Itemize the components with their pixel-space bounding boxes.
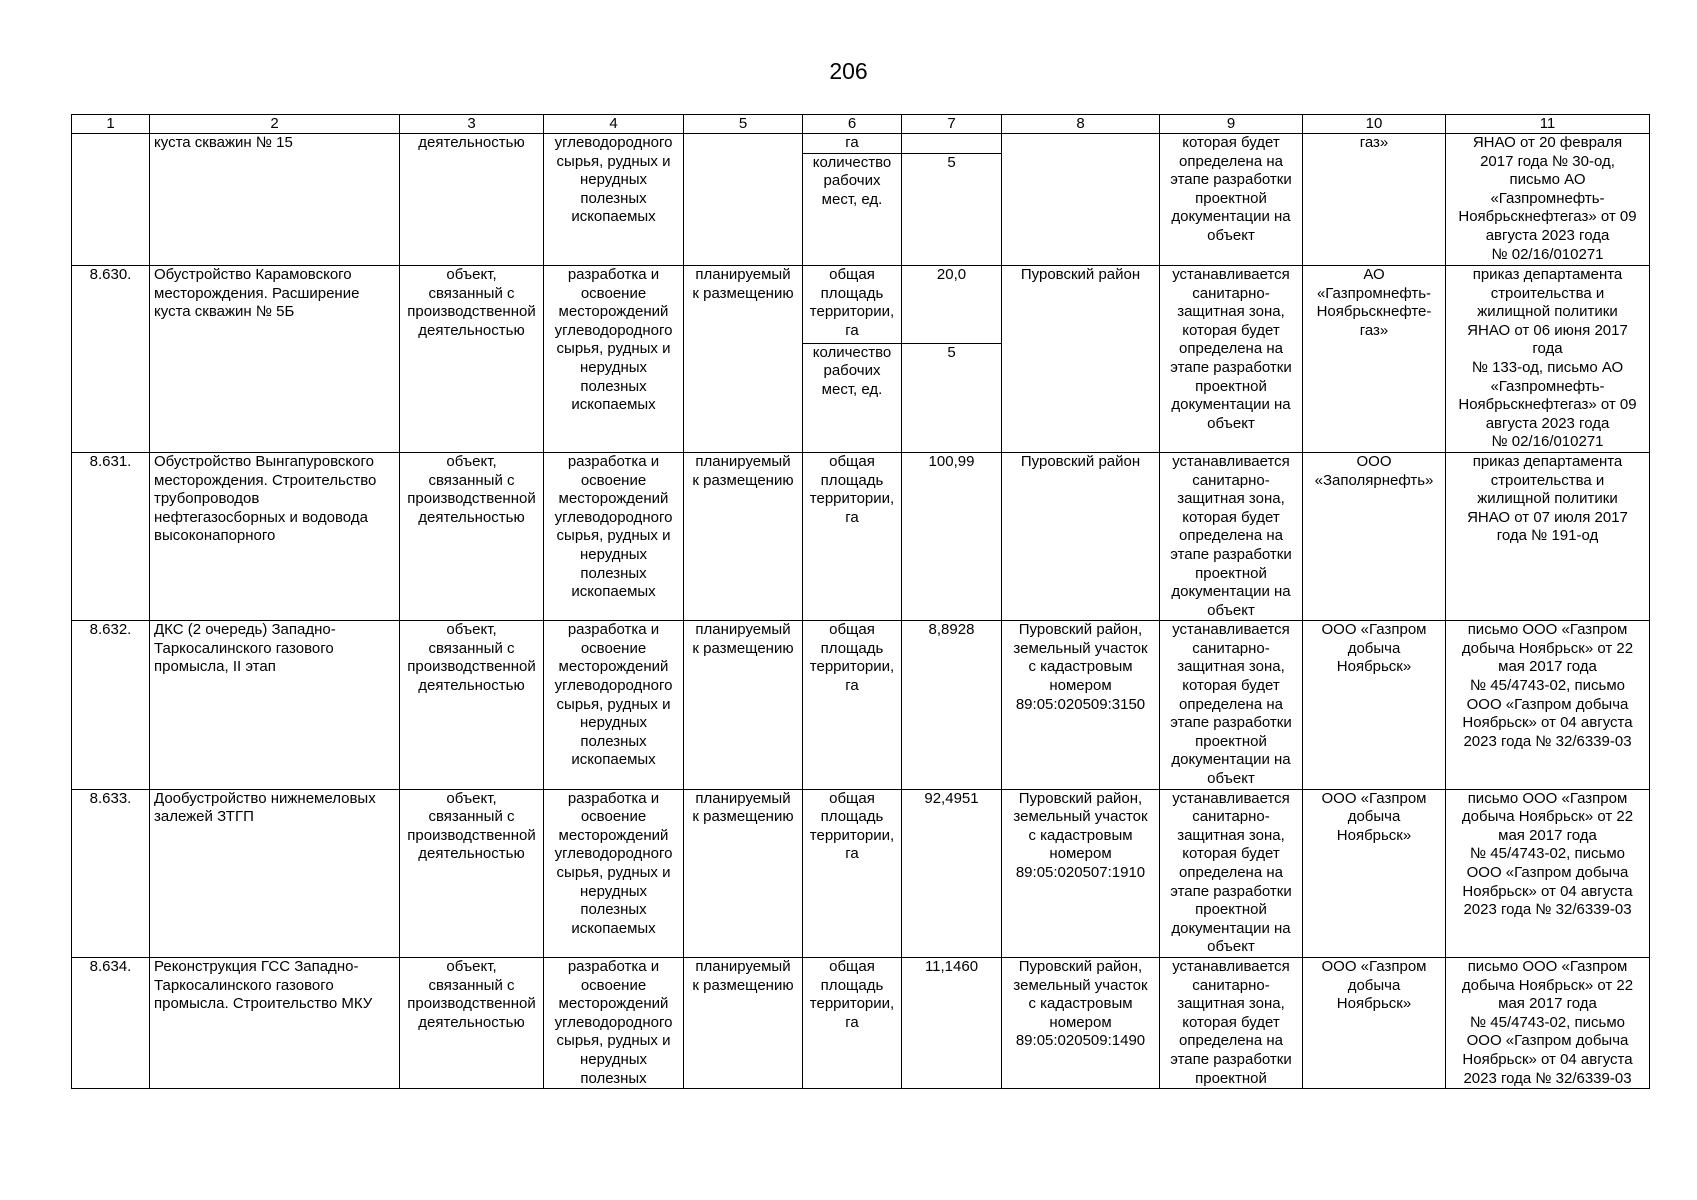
column-header: 8 xyxy=(1002,115,1160,134)
owner-cell: ООО «Газпром добыча Ноябрьск» xyxy=(1303,957,1446,1088)
object-type-cell: объект, связанный с производственной деятельностью xyxy=(400,957,544,1088)
object-name-cell: Дообустройство нижнемеловых залежей ЗТГП xyxy=(150,789,400,957)
owner-cell: газ» xyxy=(1303,134,1446,266)
table-header-row xyxy=(72,115,1650,134)
column-header: 10 xyxy=(1303,115,1446,134)
object-purpose-cell: разработка и освоение месторождений углеводородного сырья, рудных и нерудных полезных ископаемых xyxy=(544,789,684,957)
object-type-cell: объект, связанный с производственной деятельностью xyxy=(400,452,544,620)
basis-cell: ЯНАО от 20 февраля 2017 года № 30-од, письмо АО «Газпромнефть- Ноябрьскнефтегаз» от 09 августа 2023 года № 02/16/010271 xyxy=(1446,134,1650,266)
row-number-cell: 8.633. xyxy=(72,789,150,957)
value-cell: 92,4951 xyxy=(902,789,1002,957)
table-row xyxy=(72,266,1650,344)
value-cell: 8,8928 xyxy=(902,621,1002,789)
object-name-cell: Обустройство Карамовского месторождения. Расширение куста скважин № 5Б xyxy=(150,266,400,453)
column-header: 7 xyxy=(902,115,1002,134)
object-status-cell xyxy=(684,134,803,266)
owner-cell: ООО «Газпром добыча Ноябрьск» xyxy=(1303,621,1446,789)
column-header: 5 xyxy=(684,115,803,134)
owner-cell: ООО «Заполярнефть» xyxy=(1303,452,1446,620)
column-header: 2 xyxy=(150,115,400,134)
zone-cell: устанавливается санитарно- защитная зона, которая будет определена на этапе разработки проектной документации на объект xyxy=(1160,266,1303,453)
basis-cell: приказ департамента строительства и жилищной политики ЯНАО от 07 июля 2017 года № 191-од xyxy=(1446,452,1650,620)
parameter-cell: общая площадь территории, га xyxy=(803,452,902,620)
object-status-cell: планируемый к размещению xyxy=(684,621,803,789)
parameter-cell: общая площадь территории, га xyxy=(803,266,902,344)
location-cell: Пуровский район, земельный участок с кадастровым номером 89:05:020507:1910 xyxy=(1002,789,1160,957)
zone-cell: устанавливается санитарно- защитная зона, которая будет определена на этапе разработки проектной документации на объект xyxy=(1160,452,1303,620)
table-row xyxy=(72,134,1650,154)
object-name-cell: ДКС (2 очередь) Западно- Таркосалинского газового промысла, II этап xyxy=(150,621,400,789)
zone-cell: которая будет определена на этапе разработки проектной документации на объект xyxy=(1160,134,1303,266)
location-cell: Пуровский район xyxy=(1002,266,1160,453)
column-header: 3 xyxy=(400,115,544,134)
object-type-cell: объект, связанный с производственной деятельностью xyxy=(400,621,544,789)
value-cell: 100,99 xyxy=(902,452,1002,620)
object-name-cell: куста скважин № 15 xyxy=(150,134,400,266)
value-cell: 11,1460 xyxy=(902,957,1002,1088)
owner-cell: ООО «Газпром добыча Ноябрьск» xyxy=(1303,789,1446,957)
object-type-cell: объект, связанный с производственной деятельностью xyxy=(400,266,544,453)
column-header: 9 xyxy=(1160,115,1303,134)
zone-cell: устанавливается санитарно- защитная зона, которая будет определена на этапе разработки проектной документации на объект xyxy=(1160,789,1303,957)
value-cell: 5 xyxy=(902,343,1002,452)
basis-cell: письмо ООО «Газпром добыча Ноябрьск» от 22 мая 2017 года № 45/4743-02, письмо ООО «Газпром добыча Ноябрьск» от 04 августа 2023 года № 32/6339-03 xyxy=(1446,957,1650,1088)
table-row xyxy=(72,789,1650,957)
parameter-cell: количество рабочих мест, ед. xyxy=(803,153,902,265)
owner-cell: АО «Газпромнефть- Ноябрьскнефте- газ» xyxy=(1303,266,1446,453)
zone-cell: устанавливается санитарно- защитная зона, которая будет определена на этапе разработки проектной документации на объект xyxy=(1160,621,1303,789)
location-cell: Пуровский район, земельный участок с кадастровым номером 89:05:020509:3150 xyxy=(1002,621,1160,789)
location-cell: Пуровский район xyxy=(1002,452,1160,620)
row-number-cell: 8.634. xyxy=(72,957,150,1088)
location-cell xyxy=(1002,134,1160,266)
table-row xyxy=(72,452,1650,620)
basis-cell: письмо ООО «Газпром добыча Ноябрьск» от 22 мая 2017 года № 45/4743-02, письмо ООО «Газпром добыча Ноябрьск» от 04 августа 2023 года № 32/6339-03 xyxy=(1446,789,1650,957)
table-row xyxy=(72,621,1650,789)
object-type-cell: деятельностью xyxy=(400,134,544,266)
object-purpose-cell: разработка и освоение месторождений углеводородного сырья, рудных и нерудных полезных ископаемых xyxy=(544,266,684,453)
object-type-cell: объект, связанный с производственной деятельностью xyxy=(400,789,544,957)
column-header: 6 xyxy=(803,115,902,134)
parameter-cell: га xyxy=(803,134,902,154)
parameter-cell: общая площадь территории, га xyxy=(803,789,902,957)
column-header: 1 xyxy=(72,115,150,134)
object-name-cell: Обустройство Вынгапуровского месторождения. Строительство трубопроводов нефтегазосборных и водовода высоконапорного xyxy=(150,452,400,620)
location-cell: Пуровский район, земельный участок с кадастровым номером 89:05:020509:1490 xyxy=(1002,957,1160,1088)
table-row xyxy=(72,957,1650,1088)
basis-cell: письмо ООО «Газпром добыча Ноябрьск» от 22 мая 2017 года № 45/4743-02, письмо ООО «Газпром добыча Ноябрьск» от 04 августа 2023 года № 32/6339-03 xyxy=(1446,621,1650,789)
object-purpose-cell: углеводородного сырья, рудных и нерудных полезных ископаемых xyxy=(544,134,684,266)
objects-table xyxy=(71,114,1650,1089)
object-status-cell: планируемый к размещению xyxy=(684,957,803,1088)
parameter-cell: количество рабочих мест, ед. xyxy=(803,343,902,452)
object-purpose-cell: разработка и освоение месторождений углеводородного сырья, рудных и нерудных полезных xyxy=(544,957,684,1088)
column-header: 11 xyxy=(1446,115,1650,134)
zone-cell: устанавливается санитарно- защитная зона, которая будет определена на этапе разработки проектной xyxy=(1160,957,1303,1088)
column-header: 4 xyxy=(544,115,684,134)
object-status-cell: планируемый к размещению xyxy=(684,452,803,620)
value-cell xyxy=(902,134,1002,154)
object-status-cell: планируемый к размещению xyxy=(684,789,803,957)
basis-cell: приказ департамента строительства и жилищной политики ЯНАО от 06 июня 2017 года № 133-од, письмо АО «Газпромнефть- Ноябрьскнефтегаз» от 09 августа 2023 года № 02/16/010271 xyxy=(1446,266,1650,453)
row-number-cell: 8.630. xyxy=(72,266,150,453)
object-purpose-cell: разработка и освоение месторождений углеводородного сырья, рудных и нерудных полезных ископаемых xyxy=(544,452,684,620)
object-status-cell: планируемый к размещению xyxy=(684,266,803,453)
row-number-cell: 8.631. xyxy=(72,452,150,620)
row-number-cell xyxy=(72,134,150,266)
object-name-cell: Реконструкция ГСС Западно- Таркосалинского газового промысла. Строительство МКУ xyxy=(150,957,400,1088)
row-number-cell: 8.632. xyxy=(72,621,150,789)
page-number: 206 xyxy=(829,58,868,84)
object-purpose-cell: разработка и освоение месторождений углеводородного сырья, рудных и нерудных полезных ископаемых xyxy=(544,621,684,789)
parameter-cell: общая площадь территории, га xyxy=(803,957,902,1088)
value-cell: 5 xyxy=(902,153,1002,265)
parameter-cell: общая площадь территории, га xyxy=(803,621,902,789)
value-cell: 20,0 xyxy=(902,266,1002,344)
